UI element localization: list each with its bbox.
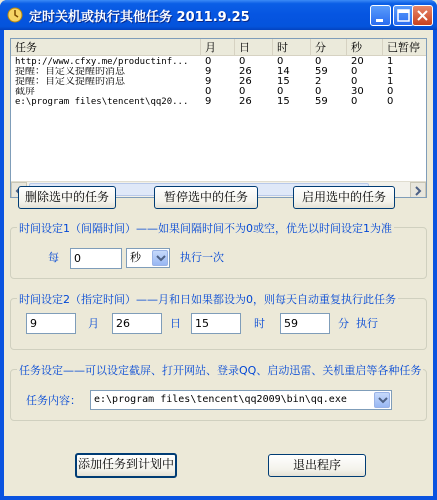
cell-paused: 0 [387, 87, 394, 97]
task-content-select[interactable] [90, 390, 392, 410]
enable-task-button[interactable]: 启用选中的任务 [293, 186, 395, 209]
cell-paused: 1 [387, 67, 394, 77]
task-group-title: 任务设定——可以设定截屏、打开网站、登录QQ、启动迅雷、关机重启等各种任务 [19, 364, 422, 377]
cell-task: 截屏 [15, 87, 35, 97]
hour-input[interactable]: 15 [191, 313, 241, 334]
cell-hour: 15 [277, 97, 290, 107]
minimize-button[interactable] [370, 5, 391, 26]
column-header-minute[interactable]: 分 [311, 39, 347, 56]
day-label: 日 [170, 317, 181, 330]
add-task-button[interactable]: 添加任务到计划中 [75, 453, 177, 478]
cell-day: 26 [239, 77, 252, 87]
task-content-label: 任务内容： [26, 394, 81, 407]
column-header-month[interactable]: 月 [201, 39, 235, 56]
minimize-icon [371, 6, 392, 27]
interval-input[interactable]: 0 [70, 248, 122, 269]
app-icon [7, 7, 23, 23]
cell-minute: 0 [315, 57, 322, 67]
client-area [4, 30, 433, 496]
cell-hour: 15 [277, 77, 290, 87]
cell-second: 0 [351, 97, 358, 107]
delete-task-button[interactable]: 删除选中的任务 [18, 186, 116, 209]
interval-unit-value: 秒 [130, 251, 141, 264]
cell-paused: 1 [387, 57, 394, 67]
cell-minute: 59 [315, 67, 328, 77]
task-list-rows [11, 57, 426, 107]
cell-month: 9 [205, 67, 212, 77]
every-label: 每 [48, 251, 59, 264]
close-button[interactable] [412, 5, 433, 26]
column-header-hour[interactable]: 时 [273, 39, 311, 56]
column-header-task[interactable]: 任务 [11, 39, 201, 56]
cell-task: 提醒：自定义提醒的消息 [15, 67, 125, 77]
chevron-right-icon [411, 184, 425, 198]
cell-month: 9 [205, 77, 212, 87]
cell-paused: 1 [387, 77, 394, 87]
close-icon [413, 6, 434, 27]
cell-second: 30 [351, 87, 364, 97]
table-row[interactable] [11, 77, 426, 87]
task-list-header [11, 39, 426, 56]
table-row[interactable] [11, 67, 426, 77]
chevron-down-icon [156, 255, 166, 262]
day-input[interactable]: 26 [112, 313, 162, 334]
cell-month: 0 [205, 87, 212, 97]
cell-day: 26 [239, 67, 252, 77]
maximize-button[interactable] [393, 5, 414, 26]
cell-month: 9 [205, 97, 212, 107]
month-label: 月 [88, 317, 99, 330]
cell-minute: 2 [315, 77, 322, 87]
execute-once-label: 执行一次 [180, 251, 224, 264]
cell-second: 20 [351, 57, 364, 67]
cell-month: 0 [205, 57, 212, 67]
minute-input[interactable]: 59 [280, 313, 330, 334]
cell-task: e:\program files\tencent\qq20... [15, 97, 189, 107]
task-content-dropdown-button[interactable] [374, 392, 390, 408]
interval-group-title: 时间设定1（间隔时间）——如果间隔时间不为0或空，优先以时间设定1为准 [19, 222, 392, 235]
cell-day: 0 [239, 87, 246, 97]
minute-label: 分 [338, 317, 349, 330]
task-list[interactable] [10, 38, 427, 198]
interval-unit-dropdown-button[interactable] [152, 250, 168, 266]
scroll-right-button[interactable] [410, 182, 426, 198]
table-row[interactable] [11, 87, 426, 97]
cell-day: 0 [239, 57, 246, 67]
task-content-value: e:\program files\tencent\qq2009\bin\qq.exe [94, 394, 347, 405]
column-header-second[interactable]: 秒 [347, 39, 383, 56]
cell-minute: 59 [315, 97, 328, 107]
cell-second: 0 [351, 77, 358, 87]
chevron-down-icon [378, 397, 388, 404]
table-row[interactable] [11, 57, 426, 67]
month-input[interactable]: 9 [26, 313, 76, 334]
hour-label: 时 [254, 317, 265, 330]
cell-hour: 0 [277, 57, 284, 67]
interval-unit-select[interactable] [126, 248, 170, 268]
exit-button[interactable]: 退出程序 [268, 454, 366, 477]
column-header-day[interactable]: 日 [235, 39, 273, 56]
column-header-paused[interactable]: 已暂停 [383, 39, 427, 56]
title-bar[interactable] [0, 0, 437, 30]
window-title: 定时关机或执行其他任务 2011.9.25 [29, 10, 250, 25]
cell-hour: 0 [277, 87, 284, 97]
cell-task: http://www.cfxy.me/productinf... [15, 57, 189, 67]
pause-task-button[interactable]: 暂停选中的任务 [154, 186, 258, 209]
cell-second: 0 [351, 67, 358, 77]
time-group-title: 时间设定2（指定时间）——月和日如果都设为0，则每天自动重复执行此任务 [19, 293, 396, 306]
cell-minute: 0 [315, 87, 322, 97]
table-row[interactable] [11, 97, 426, 107]
cell-task: 提醒：自定义提醒的消息 [15, 77, 125, 87]
cell-paused: 0 [387, 97, 394, 107]
cell-day: 26 [239, 97, 252, 107]
cell-hour: 14 [277, 67, 290, 77]
execute-label: 执行 [356, 317, 378, 330]
